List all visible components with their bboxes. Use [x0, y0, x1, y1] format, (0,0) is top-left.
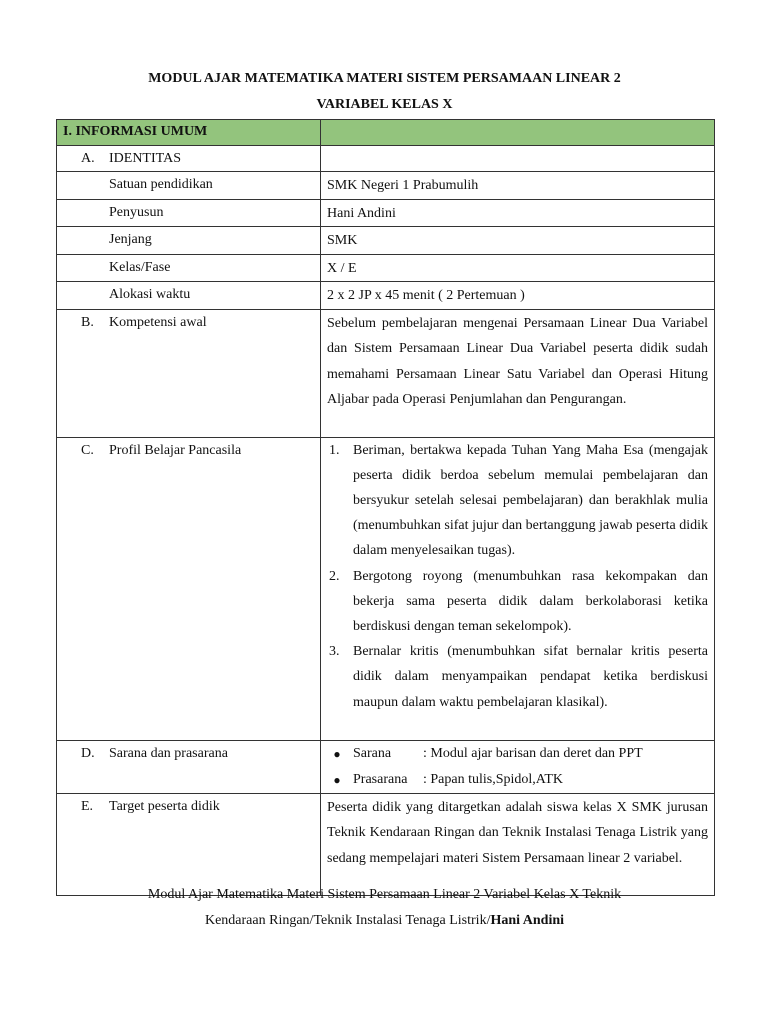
target-mark: E.: [81, 798, 94, 814]
identitas-row-satuan: [57, 172, 715, 200]
bullet-icon: ●: [333, 746, 341, 761]
sarana-label: Sarana dan prasarana: [109, 745, 228, 761]
jenjang-label: Jenjang: [109, 232, 152, 247]
kompetensi-label: Kompetensi awal: [109, 314, 207, 330]
section-header-label: I. INFORMASI UMUM: [63, 124, 208, 139]
sarana-item: [321, 767, 714, 793]
kompetensi-row: [57, 309, 715, 437]
title-line-2: VARIABEL KELAS X: [316, 97, 453, 112]
kelas-label: Kelas/Fase: [109, 259, 171, 275]
info-table: [56, 119, 715, 896]
profil-mark: C.: [81, 442, 94, 458]
sarana-item-key: Prasarana: [353, 771, 408, 787]
penyusun-label: Penyusun: [109, 204, 164, 220]
identitas-label: IDENTITAS: [109, 151, 181, 166]
profil-item-text: Bergotong royong (menumbuhkan rasa kekompakan dan bekerja sama peserta didik dalam berkolaborasi ketika berdiskusi dengan teman sekelompok).: [353, 568, 708, 634]
footer-line-2-prefix: Kendaraan Ringan/Teknik Instalasi Tenaga Listrik/: [204, 913, 491, 928]
identitas-row-jenjang: [57, 227, 715, 255]
sarana-mark: D.: [81, 745, 95, 761]
page-footer: [56, 882, 713, 934]
footer-line-2: [56, 908, 713, 934]
footer-line-1: Modul Ajar Matematika Materi Sistem Persamaan Linear 2 Variabel Kelas X Teknik: [147, 887, 622, 902]
document-title: [56, 66, 713, 118]
alokasi-value: 2 x 2 JP x 45 menit ( 2 Pertemuan ): [327, 288, 525, 303]
jenjang-value: SMK: [327, 233, 358, 248]
sarana-list: [321, 741, 714, 793]
kelas-value: X / E: [327, 260, 357, 276]
profil-item-number: 2.: [329, 568, 340, 584]
bullet-icon: ●: [333, 772, 341, 787]
profil-item: [321, 438, 708, 564]
profil-label: Profil Belajar Pancasila: [109, 442, 242, 458]
profil-row: [57, 437, 715, 740]
sarana-item: [321, 741, 714, 767]
profil-item-number: 3.: [329, 644, 340, 660]
satuan-label: Satuan pendidikan: [109, 177, 213, 192]
penyusun-value: Hani Andini: [327, 205, 396, 221]
target-text: Peserta didik yang ditargetkan adalah siswa kelas X SMK jurusan Teknik Kendaraan Ringan dan Teknik Instalasi Tenaga Listrik yang sedang mempelajari materi Sistem Persamaan linear 2 variabel.: [327, 799, 708, 866]
title-line-1: MODUL AJAR MATEMATIKA MATERI SISTEM PERSAMAAN LINEAR 2: [148, 71, 621, 86]
sarana-item-value: : Modul ajar barisan dan deret dan PPT: [423, 745, 643, 761]
section-header-row: [57, 120, 715, 146]
footer-author: Hani Andini: [490, 913, 565, 928]
kompetensi-text: Sebelum pembelajaran mengenai Persamaan Linear Dua Variabel dan Sistem Persamaan Linear Dua Variabel peserta didik sudah memahami Persamaan Linear Satu Variabel dan Operasi Hitung Aljabar pada Operasi Penjumlahan dan Pengurangan.: [327, 315, 708, 407]
identitas-row-kelas: [57, 254, 715, 282]
profil-item-text: Beriman, bertakwa kepada Tuhan Yang Maha Esa (mengajak peserta didik berdoa sebelum memulai pembelajaran dan bersyukur setelah selesai pembelajaran) dan berakhlak mulia (menumbuhkan sifat jujur dan bertanggung jawab peserta didik dalam menyelesaikan tugas).: [353, 442, 708, 559]
identitas-row: [57, 146, 715, 172]
profil-item: [321, 639, 708, 715]
profil-list: [321, 438, 714, 715]
target-label: Target peserta didik: [109, 798, 220, 814]
sarana-item-value: : Papan tulis,Spidol,ATK: [423, 771, 564, 787]
sarana-row: [57, 740, 715, 793]
kompetensi-mark: B.: [81, 314, 94, 330]
alokasi-label: Alokasi waktu: [109, 287, 191, 302]
profil-item-text: Bernalar kritis (menumbuhkan sifat bernalar kritis peserta didik dalam menyampaikan pendapat ketika berdiskusi maupun dalam waktu pembelajaran klasikal).: [353, 644, 708, 710]
profil-item: [321, 564, 708, 640]
section-header-empty-cell: [321, 120, 715, 146]
satuan-value: SMK Negeri 1 Prabumulih: [327, 178, 479, 193]
identitas-mark: A.: [81, 151, 95, 166]
target-row: [57, 793, 715, 895]
profil-item-number: 1.: [329, 442, 340, 458]
sarana-item-key: Sarana: [353, 745, 392, 761]
identitas-row-alokasi: [57, 282, 715, 310]
identitas-row-penyusun: [57, 199, 715, 227]
section-header-cell: [57, 120, 321, 146]
